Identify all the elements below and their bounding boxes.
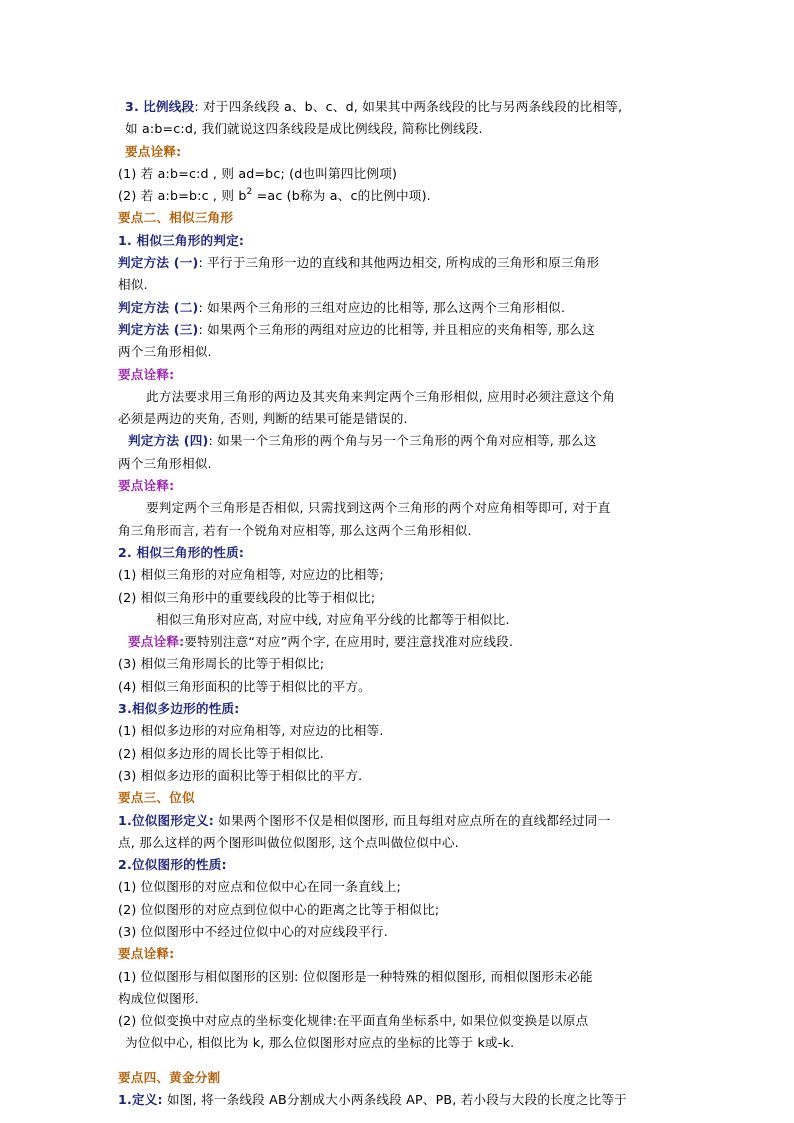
method-text: : 如果两个三角形的三组对应边的比相等, 那么这两个三角形相似. [198, 299, 566, 315]
definition-label: 1.位似图形定义: [118, 812, 214, 828]
method-text: : 平行于三角形一边的直线和其他两边相交, 所构成的三角形和原三角形 [198, 255, 600, 271]
note-paragraph-cont: 角三角形而言, 若有一个锐角对应相等, 那么这两个三角形相似. [118, 522, 472, 538]
subsection-heading: 1. 相似三角形的判定: [118, 232, 245, 248]
note-item: (1) 位似图形与相似图形的区别: 位似图形是一种特殊的相似图形, 而相似图形未必能 [118, 968, 593, 984]
method-label: 判定方法 (三) [118, 321, 199, 337]
document-page [118, 96, 688, 1111]
ratio-segments-title: 比例线段 [143, 99, 195, 114]
definition-line [118, 1089, 688, 1111]
method-label: 判定方法 (四) [128, 433, 209, 449]
method-text: : 如果一个三角形的两个角与另一个三角形的两个角对应相等, 那么这 [208, 433, 597, 449]
key-note-label: 要点诠释: [125, 143, 182, 159]
property-item: (3) 相似多边形的面积比等于相似比的平方. [118, 767, 363, 783]
method-text-cont: 两个三角形相似. [118, 455, 212, 471]
method-line [118, 319, 688, 341]
property-item: (2) 位似图形的对应点到位似中心的距离之比等于相似比; [118, 901, 440, 917]
property-item-cont: 相似三角形对应高, 对应中线, 对应角平分线的比都等于相似比. [156, 611, 510, 627]
key-note-label: 要点诠释: [128, 634, 185, 650]
method-line [118, 297, 688, 319]
key-note-label: 要点诠释: [118, 366, 175, 382]
method-label: 判定方法 (一) [118, 255, 199, 271]
definition-text: 如图, 将一条线段 AB分割成大小两条线段 AP、PB, 若小段与大段的长度之比等于 [167, 1092, 627, 1108]
note-item: (2) 位似变换中对应点的坐标变化规律:在平面直角坐标系中, 如果位似变换是以原点 [118, 1013, 589, 1029]
ratio-segments-text-cont: 如 a:b=c:d, 我们就说这四条线段是成比例线段, 简称比例线段. [125, 121, 483, 137]
method-line [118, 430, 688, 452]
section-heading: 要点二、相似三角形 [118, 210, 234, 226]
property-item: (3) 相似三角形周长的比等于相似比; [118, 656, 325, 672]
key-note-label: 要点诠释: [118, 946, 175, 962]
key-note-text: 要特别注意“对应”两个字, 在应用时, 要注意找准对应线段. [184, 634, 514, 650]
note-paragraph-cont: 必须是两边的夹角, 否则, 判断的结果可能是错误的. [118, 411, 408, 427]
method-line [118, 252, 688, 274]
definition-label: 1.定义: [118, 1092, 163, 1108]
method-text-cont: 相似. [118, 277, 148, 293]
definition-line [118, 810, 688, 832]
section-number: 3. [125, 99, 139, 114]
note-item [118, 185, 688, 207]
property-item: (1) 相似多边形的对应角相等, 对应边的比相等. [118, 723, 384, 739]
section-heading: 要点四、黄金分割 [118, 1069, 221, 1085]
spacer [118, 1055, 688, 1067]
definition-text-cont: 点, 那么这样的两个图形叫做位似图形, 这个点叫做位似中心. [118, 834, 459, 850]
property-item: (1) 位似图形的对应点和位似中心在同一条直线上; [118, 879, 401, 895]
definition-text: 如果两个图形不仅是相似图形, 而且每组对应点所在的直线都经过同一 [218, 812, 611, 828]
subsection-heading: 2. 相似三角形的性质: [118, 544, 245, 560]
note-item-cont: 构成位似图形. [118, 990, 199, 1006]
ratio-segments-text: : 对于四条线段 a、b、c、d, 如果其中两条线段的比与另两条线段的比相等, [194, 99, 623, 114]
note-item-post: =ac (b称为 a、c的比例中项). [256, 188, 431, 204]
property-item: (2) 相似三角形中的重要线段的比等于相似比; [118, 589, 376, 605]
ratio-segments-line [118, 96, 688, 118]
property-item: (4) 相似三角形面积的比等于相似比的平方。 [118, 678, 371, 694]
property-item: (1) 相似三角形的对应角相等, 对应边的比相等; [118, 567, 384, 583]
property-item: (2) 相似多边形的周长比等于相似比. [118, 745, 324, 761]
note-item-cont: 为位似中心, 相似比为 k, 那么位似图形对应点的坐标的比等于 k或-k. [125, 1035, 515, 1051]
superscript: 2 [246, 187, 253, 198]
subsection-heading: 3.相似多边形的性质: [118, 701, 240, 717]
note-item-pre: (2) 若 a:b=b:c , 则 b [118, 188, 247, 204]
note-item: (1) 若 a:b=c:d , 则 ad=bc; (d也叫第四比例项) [118, 165, 398, 181]
note-paragraph: 要判定两个三角形是否相似, 只需找到这两个三角形的两个对应角相等即可, 对于直 [146, 500, 611, 516]
key-note-label: 要点诠释: [118, 478, 175, 494]
subsection-heading: 2.位似图形的性质: [118, 857, 227, 873]
method-text-cont: 两个三角形相似. [118, 344, 212, 360]
method-label: 判定方法 (二) [118, 299, 199, 315]
method-text: : 如果两个三角形的两组对应边的比相等, 并且相应的夹角相等, 那么这 [198, 321, 595, 337]
property-item: (3) 位似图形中不经过位似中心的对应线段平行. [118, 923, 388, 939]
section-heading: 要点三、位似 [118, 790, 195, 806]
key-note-line [118, 631, 688, 653]
note-paragraph: 此方法要求用三角形的两边及其夹角来判定两个三角形相似, 应用时必须注意这个角 [146, 388, 615, 404]
